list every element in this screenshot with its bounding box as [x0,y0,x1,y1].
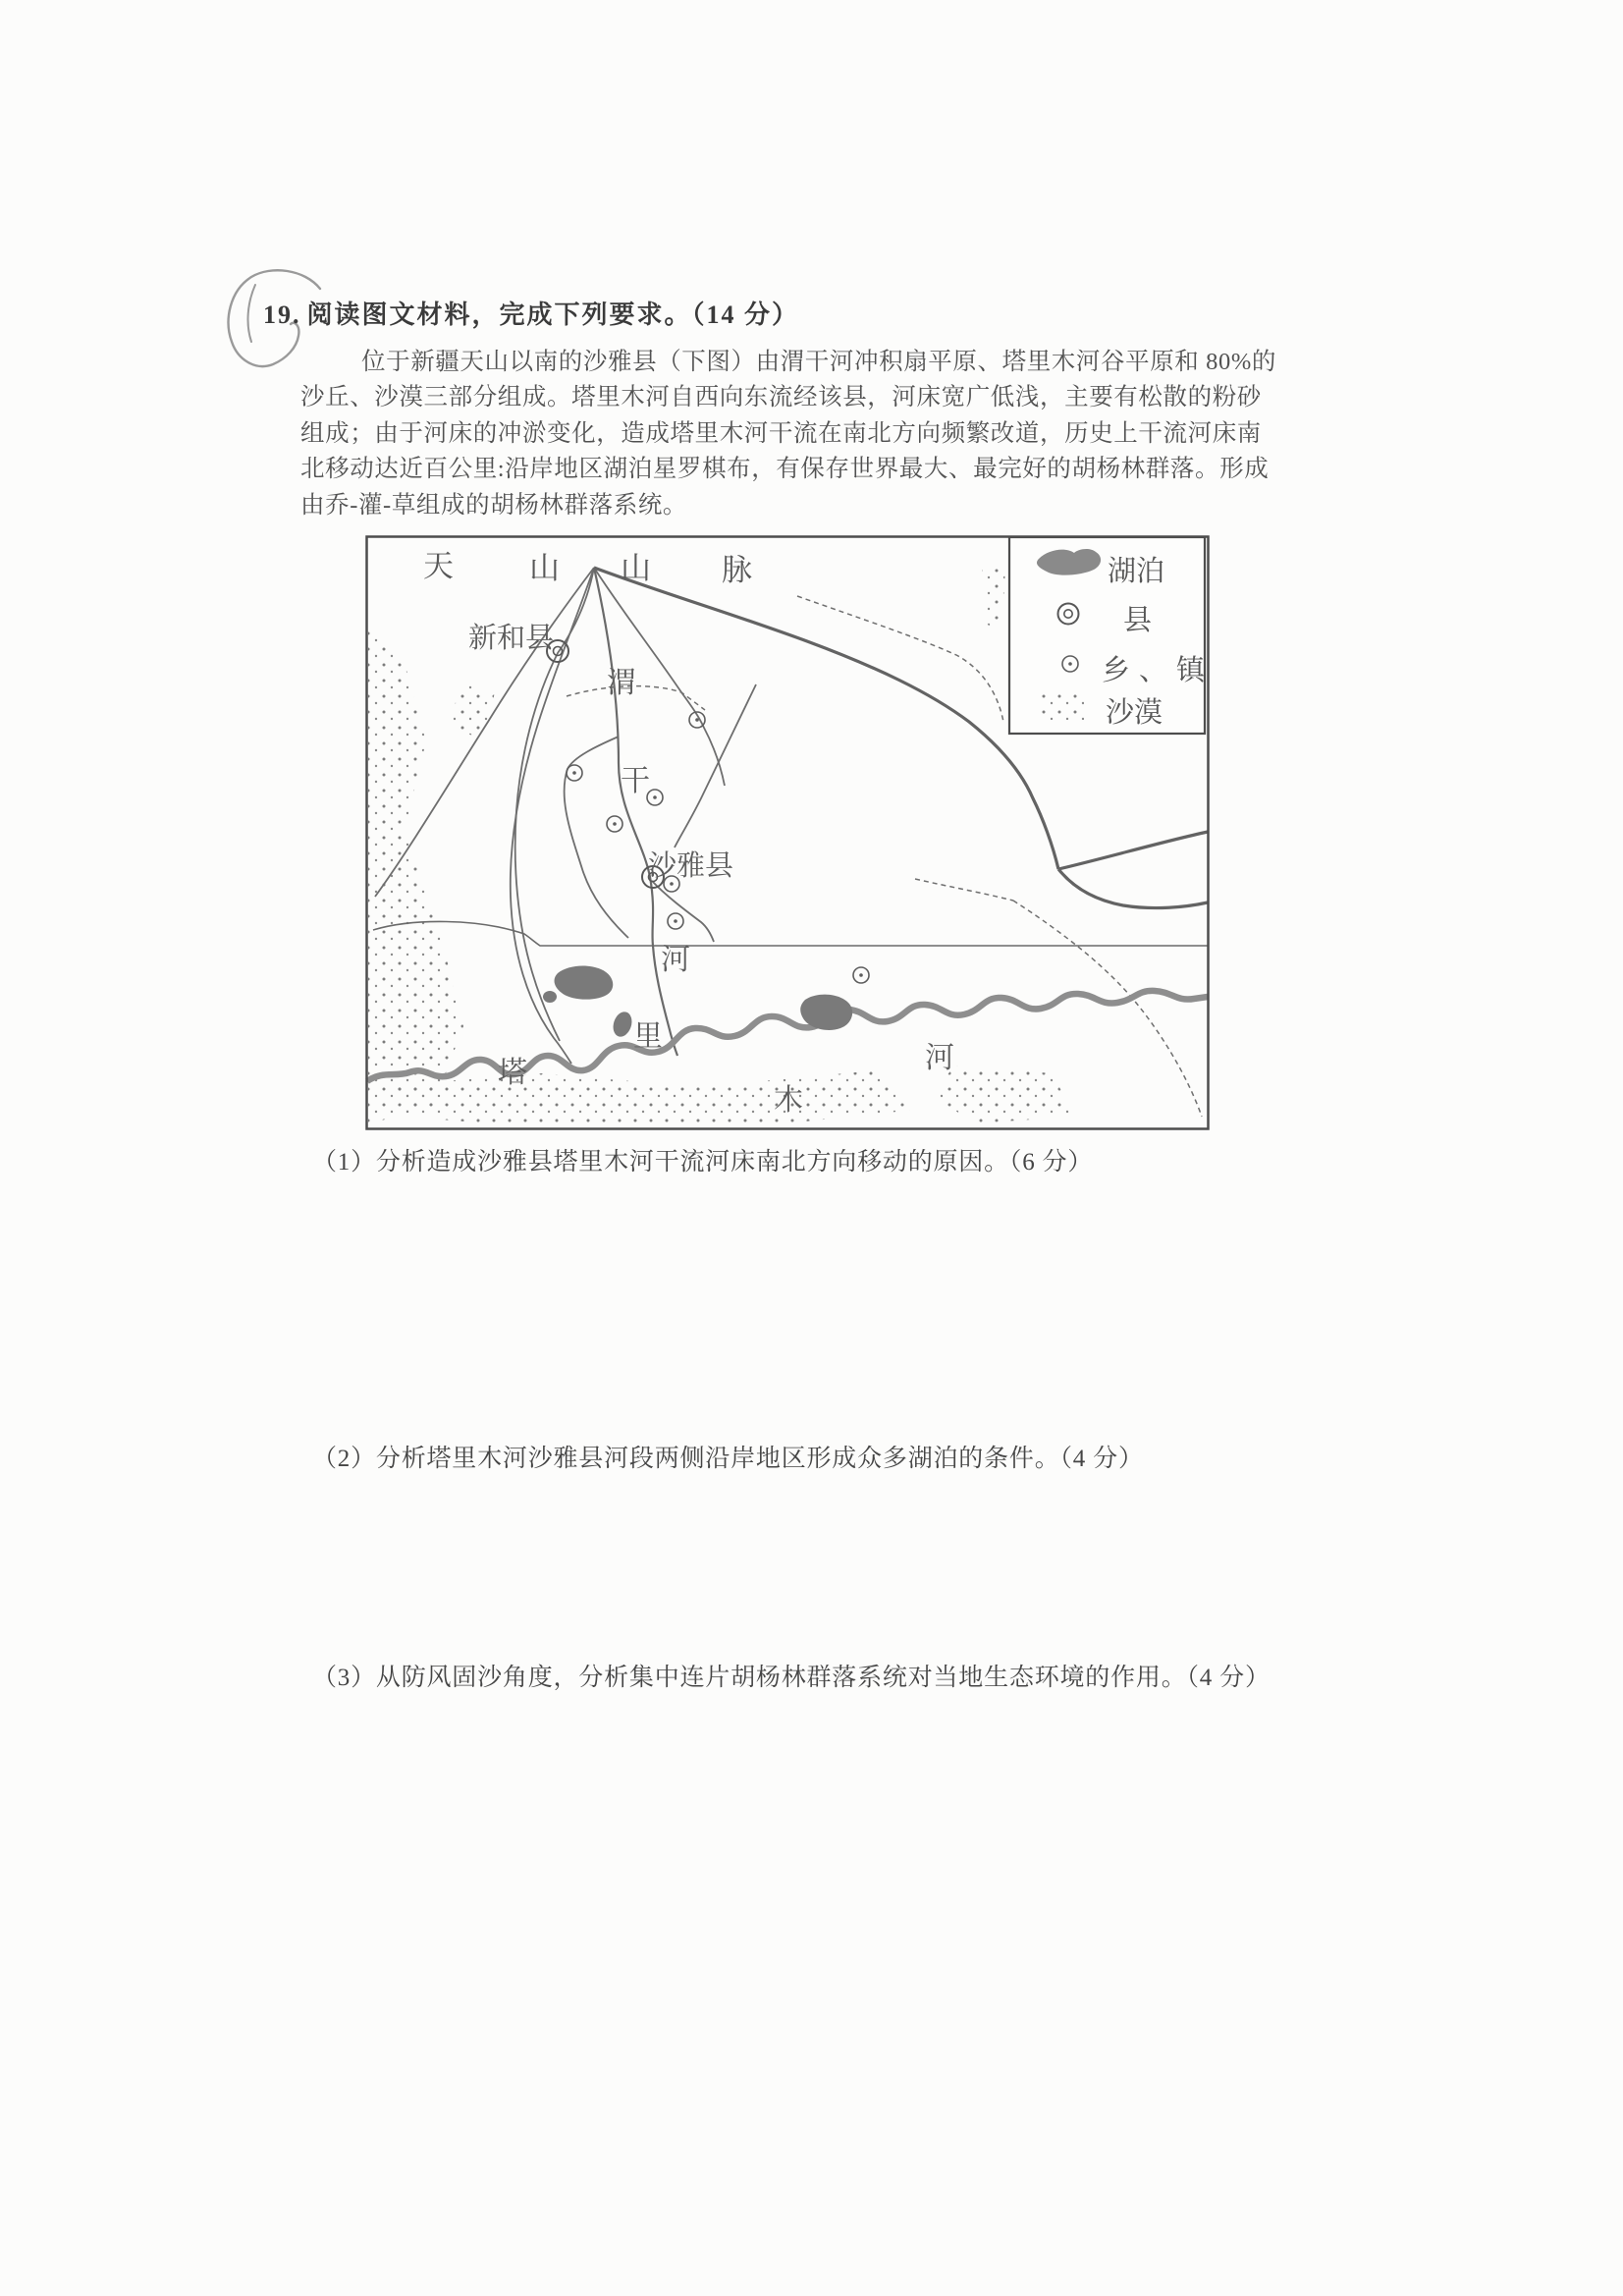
material-paragraph [300,345,1276,523]
settlement-symbols [547,640,869,983]
legend-lake-label: 湖泊 [1108,556,1165,587]
tianshan-label-char: 天 [423,549,454,583]
paragraph-line: 北移动达近百公里:沿岸地区湖泊星罗棋布，有保存世界最大、最完好的胡杨林群落。形成 [300,456,1270,483]
tianshan-label-char: 山 [621,551,651,585]
legend-township-label: 乡、镇 [1102,655,1215,686]
legend-county-label: 县 [1123,605,1153,636]
tarim-river-char: 塔 [498,1057,527,1089]
desert-area-south [395,1070,915,1125]
shaya-county-label: 沙雅县 [648,850,734,882]
weigan-river-char: 渭 [607,667,636,699]
sub-question-1: （1）分析造成沙雅县塔里木河干流河床南北方向移动的原因。（6 分） [312,1149,1094,1175]
question-heading [263,295,799,331]
tarim-river [367,991,1208,1081]
tarim-river-char: 河 [925,1042,954,1074]
xinhe-county-label: 新和县 [468,623,555,654]
legend-desert-label: 沙漠 [1106,697,1163,729]
paragraph-line: 沙丘、沙漠三部分组成。塔里木河自西向东流经该县，河床宽广低浅，主要有松散的粉砂 [300,384,1262,411]
desert-area-foothill [452,683,495,739]
paragraph-line: 位于新疆天山以南的沙雅县（下图）由渭干河冲积扇平原、塔里木河谷平原和 80%的 [361,349,1276,375]
tianshan-label-char: 脉 [722,553,752,587]
weigan-river-char: 河 [661,944,690,976]
paragraph-line: 由乔-灌-草组成的胡杨林群落系统。 [300,491,688,519]
question-heading-text: 阅读图文材料，完成下列要求。（14 分） [306,301,800,329]
map-figure [365,535,1215,1130]
weigan-river-char: 干 [621,765,650,797]
desert-area-west [368,624,463,1124]
desert-area-northeast [982,565,1005,629]
tianshan-label-char: 山 [529,551,560,585]
county-boundary-line [373,921,1208,946]
sub-question-2: （2）分析塔里木河沙雅县河段两侧沿岸地区形成众多湖泊的条件。（4 分） [312,1446,1144,1472]
question-number: 19. [263,301,301,329]
tarim-river-char: 木 [774,1084,803,1117]
legend-desert-icon [1039,692,1084,720]
tarim-river-char: 里 [633,1020,663,1053]
sub-question-3: （3）从防风固沙角度，分析集中连片胡杨林群落系统对当地生态环境的作用。（4 分） [312,1665,1271,1691]
paragraph-line: 组成；由于河床的冲淤变化，造成塔里木河干流在南北方向频繁改道，历史上干流河床南 [300,419,1262,447]
